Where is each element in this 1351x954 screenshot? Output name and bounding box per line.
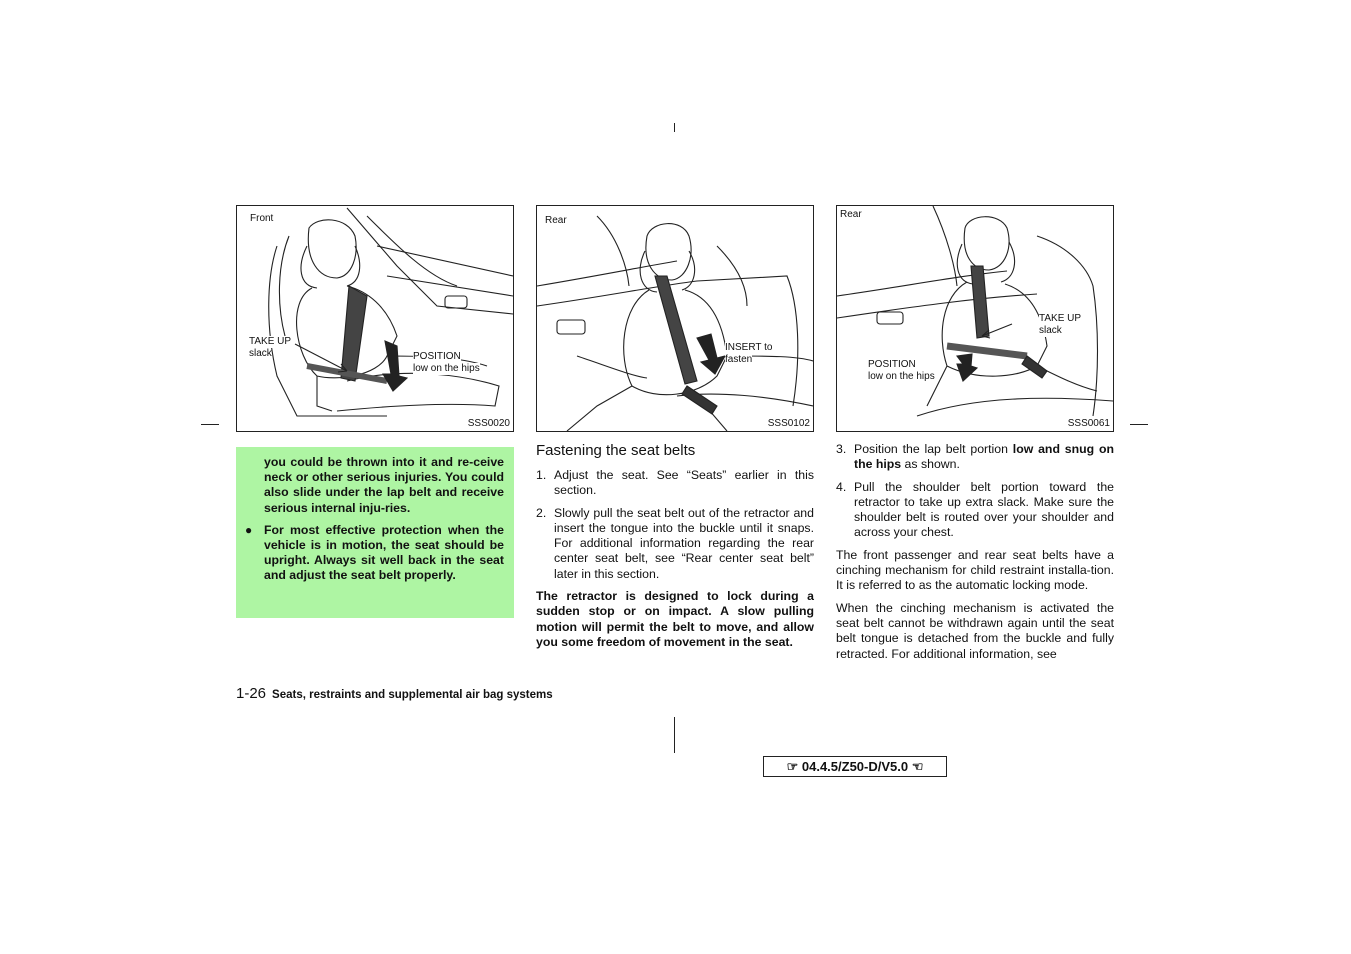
crop-mark-left xyxy=(201,424,219,425)
step-text-pre: Position the lap belt portion xyxy=(854,442,1013,456)
position-hips-label: low on the hips xyxy=(868,371,935,382)
step-number: 2. xyxy=(536,505,547,520)
step-text-bold: low and snug on the hips xyxy=(854,442,1114,472)
insert-label: INSERT to xyxy=(725,342,773,353)
warning-bullet xyxy=(245,522,504,584)
takeup-label: TAKE UP xyxy=(1039,313,1082,324)
retractor-note: The retractor is designed to lock during a sudden stop or on impact. A slow pulling motion will permit the belt to move, and allow you some freedom of movement in the seat. xyxy=(536,589,814,649)
crop-mark-bottom xyxy=(674,717,675,753)
pointing-hand-right-icon: ☞ xyxy=(786,759,799,774)
section-heading: Fastening the seat belts xyxy=(536,442,696,459)
crop-mark-right xyxy=(1130,424,1148,425)
step-item xyxy=(536,506,814,582)
figure-rear-seat-insert xyxy=(536,205,814,432)
step-text xyxy=(854,442,1114,473)
figure-seat-label: Front xyxy=(250,213,274,224)
page-number: 1-26 xyxy=(236,685,267,702)
rear-seat-illustration xyxy=(537,206,813,431)
version-code-box xyxy=(763,756,947,777)
right-column xyxy=(836,442,1114,669)
warning-bullet-text: For most effective protection when the vehicle is in motion, the seat should be upright. Always sit well back in the seat and adjust the seat belt properly. xyxy=(264,522,504,583)
position-label: POSITION xyxy=(868,359,916,370)
position-hips-label: low on the hips xyxy=(413,363,480,374)
front-seat-illustration xyxy=(237,206,513,431)
figure-rear-seat-takeup xyxy=(836,205,1114,432)
step-number: 3. xyxy=(836,442,847,456)
step-item xyxy=(836,480,1114,541)
step-number: 1. xyxy=(536,468,547,482)
step-text: Pull the shoulder belt portion toward the retractor to take up extra slack. Make sure the shoulder belt is routed over your shoulder and across your chest. xyxy=(854,479,1114,540)
middle-column xyxy=(536,442,814,657)
pointing-hand-left-icon: ☜ xyxy=(911,759,924,774)
takeup-label: TAKE UP xyxy=(249,336,292,347)
step-item xyxy=(836,442,1114,473)
cinching-activated-paragraph: When the cinching mechanism is activated the seat belt cannot be withdrawn again until the seat belt tongue is detached from the buckle and fully retracted. For additional information, see xyxy=(836,600,1114,661)
step-text-post: as shown. xyxy=(901,457,960,472)
step-text: Slowly pull the seat belt out of the retractor and insert the tongue into the buckle until it snaps. For additional information regarding the rear center seat belt, see “Rear center seat belt” later in this section. xyxy=(554,505,814,581)
warning-box xyxy=(236,447,514,618)
warning-paragraph: you could be thrown into it and re-ceive neck or other serious injuries. You could also slide under the lap belt and receive serious internal inju-ries. xyxy=(264,455,504,515)
figure-code: SSS0020 xyxy=(467,418,510,429)
figure-front-seat-belt xyxy=(236,205,514,432)
position-label: POSITION xyxy=(413,351,461,362)
figure-seat-label: Rear xyxy=(840,209,862,220)
takeup-slack-label: slack xyxy=(249,348,272,359)
version-code: 04.4.5/Z50-D/V5.0 xyxy=(801,759,909,774)
step-number: 4. xyxy=(836,479,847,494)
insert-fasten-label: fasten xyxy=(725,354,753,365)
crop-mark-top xyxy=(674,123,675,132)
section-title: Seats, restraints and supplemental air bag systems xyxy=(272,689,553,701)
bullet-icon: ● xyxy=(245,522,253,537)
page-footer xyxy=(236,685,553,702)
figure-seat-label: Rear xyxy=(545,215,567,226)
figure-code: SSS0102 xyxy=(767,418,810,429)
cinching-paragraph: The front passenger and rear seat belts have a cinching mechanism for child restraint installa-tion. It is referred to as the automatic locking mode. xyxy=(836,547,1114,593)
takeup-slack-label: slack xyxy=(1039,325,1062,336)
figure-code: SSS0061 xyxy=(1067,418,1110,429)
step-item xyxy=(536,468,814,499)
step-text: Adjust the seat. See “Seats” earlier in this section. xyxy=(554,468,814,498)
